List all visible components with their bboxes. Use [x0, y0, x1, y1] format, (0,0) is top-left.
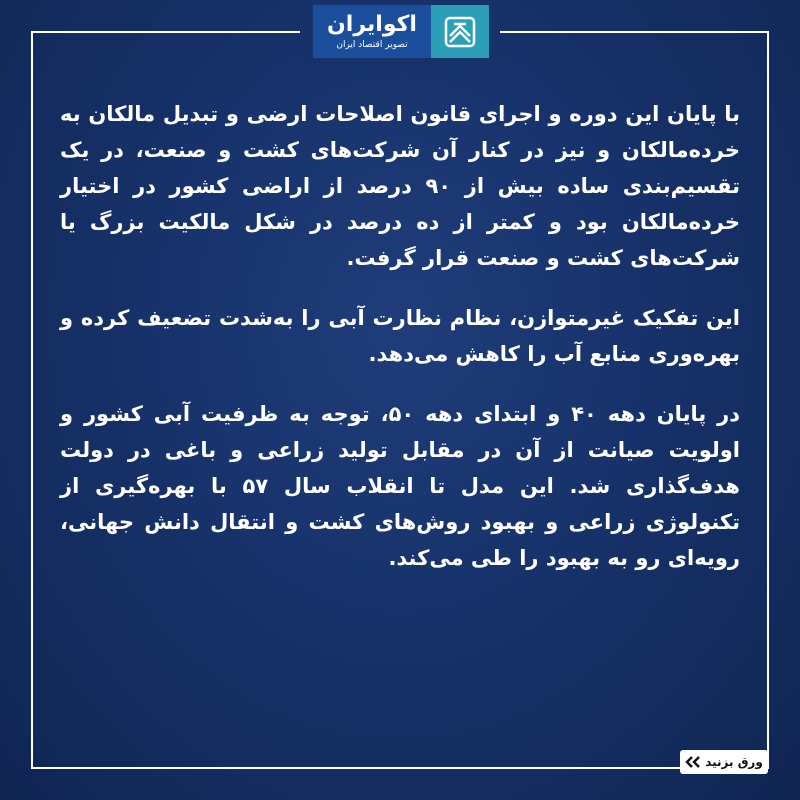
article-body	[60, 96, 740, 600]
logo-title: اکوایران	[327, 11, 417, 37]
double-chevron-left-icon	[685, 756, 701, 768]
logo-text-block	[313, 5, 431, 58]
logo-subtitle: تصویر اقتصاد ایران	[336, 39, 408, 50]
paragraph-1: با پایان این دوره و اجرای قانون اصلاحات ارضی و تبدیل مالکان به خرده‌مالکان و نیز در کنار آن شرکت‌های کشت و صنعت، در یک تقسیم‌بندی ساده بیش از ۹۰ درصد از اراضی کشور در اختیار خرده‌مالکان بود و کمتر از ده درصد در شکل مالکیت بزرگ یا شرکت‌های کشت و صنعت قرار گرفت.	[60, 102, 740, 270]
ecoiran-logo-icon	[431, 5, 489, 58]
paragraph-3: در پایان دهه ۴۰ و ابتدای دهه ۵۰، توجه به ظرفیت آبی کشور و اولویت صیانت از آن در مقابل تولید زراعی و باغی در دولت هدف‌گذاری شد. این مدل تا انقلاب سال ۵۷ با بهره‌گیری از تکنولوژی زراعی و بهبود روش‌های کشت و انتقال دانش جهانی، رویه‌ای رو به بهبود را طی می‌کند.	[60, 402, 741, 570]
next-page-label: ورق بزنید	[705, 755, 763, 769]
next-page-button[interactable]	[680, 750, 768, 774]
brand-logo	[313, 5, 489, 58]
paragraph-2: این تفکیک غیرمتوازن، نظام نظارت آبی را به‌شدت تضعیف کرده و بهره‌وری منابع آب را کاهش می‌دهد.	[60, 306, 740, 366]
